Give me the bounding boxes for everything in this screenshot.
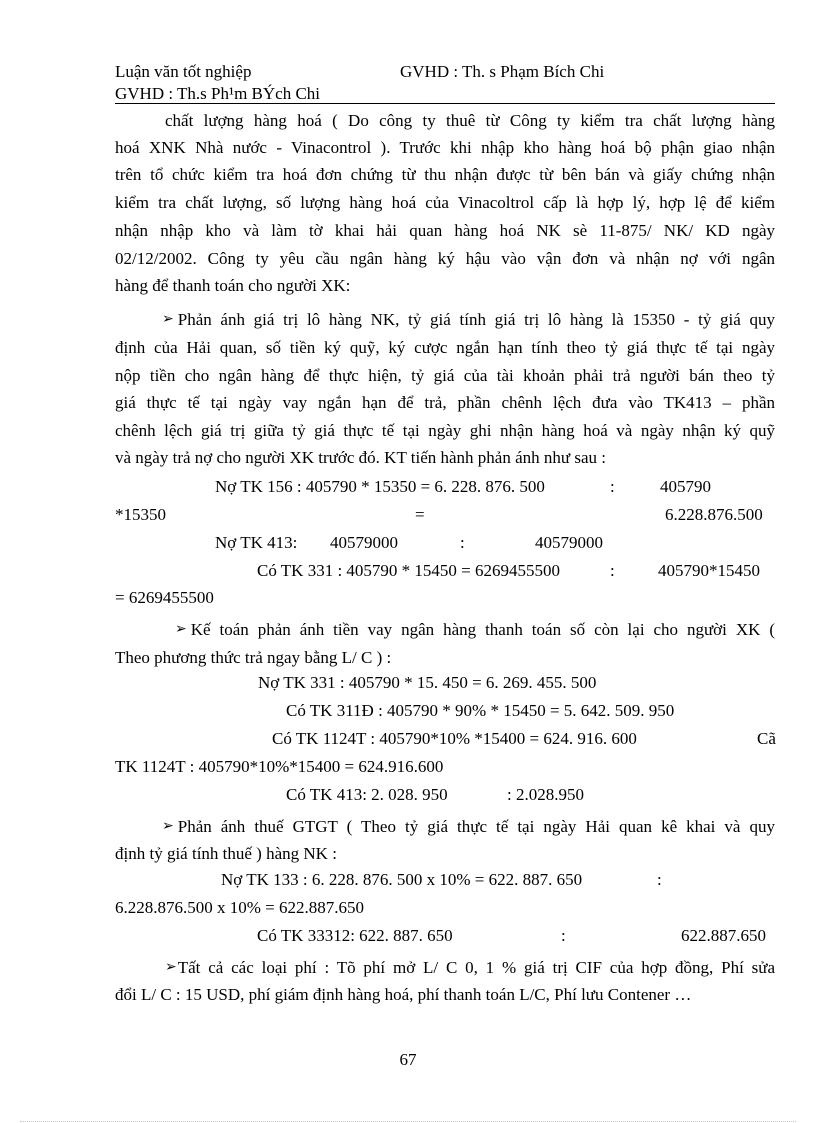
entry-value: = 6269455500 [115, 588, 214, 607]
entry-value: 622.887.650 [681, 926, 766, 945]
body-line: đổi L/ C : 15 USD, phí giám định hàng hoá, phí thanh toán L/C, Phí lưu Contener … [115, 985, 692, 1004]
header-supervisor: GVHD : Th. s Phạm Bích Chi [400, 62, 605, 81]
entry-credit-331: Có TK 331 : 405790 * 15450 = 6269455500 [257, 561, 561, 580]
entry-value: 405790*15450 [658, 561, 760, 580]
body-line: Tất cả các loại phí : Tõ phí mở L/ C 0, 1 % giá trị CIF của hợp đồng, Phí sửa [177, 958, 775, 977]
body-line: và ngày trả nợ cho người XK trước đó. KT tiến hành phản ánh như sau : [115, 448, 606, 467]
entry-separator: : [460, 533, 465, 552]
entry-value: : 2.028.950 [507, 785, 584, 804]
entry-separator: : [657, 870, 662, 889]
entry-debit-156: Nợ TK 156 : 405790 * 15350 = 6. 228. 876. 500 [215, 477, 545, 496]
body-line: định của Hải quan, số tiền ký quỹ, ký cược ngắn hạn tính theo tỷ giá thực tế tại ngày [115, 338, 775, 357]
entry-debit-133: Nợ TK 133 : 6. 228. 876. 500 x 10% = 622. 887. 650 [221, 870, 583, 889]
bullet-arrow-icon: ➢ [162, 819, 174, 834]
body-line: hoá XNK Nhà nước - Vinacontrol ). Trước khi nhập kho hàng hoá bộ phận giao nhận [115, 138, 775, 157]
entry-separator: : [561, 926, 566, 945]
bullet-line [162, 306, 775, 333]
entry-value: 40579000 [330, 533, 398, 552]
entry-debit-413: Nợ TK 413: [215, 533, 298, 552]
entry-value: 6.228.876.500 x 10% = 622.887.650 [115, 898, 364, 917]
body-line: nộp tiền cho ngân hàng để thực hiện, tỷ giá của tài khoản phải trả người bán theo tỷ [115, 366, 775, 385]
entry-separator: : [610, 561, 615, 580]
body-line: định tỷ giá tính thuế ) hàng NK : [115, 844, 337, 863]
body-line: nhận nhập kho và làm tờ khai hải quan hàng hoá NK sè 11-875/ NK/ KD ngày [115, 221, 775, 240]
body-line: kiểm tra chất lượng, số lượng hàng hoá của Vinacoltrol cấp là hợp lý, hợp lệ để kiểm [115, 193, 775, 212]
entry-equals: = [415, 505, 425, 524]
body-line: 02/12/2002. Công ty yêu cầu ngân hàng ký hậu vào vận đơn và nhận nợ với ngân [115, 249, 775, 268]
page-number: 67 [399, 1050, 417, 1069]
entry-credit-1124: Có TK 1124T : 405790*10% *15400 = 624. 916. 600 [272, 729, 637, 748]
entry-garbled-text: Cã [757, 729, 776, 748]
entry-credit-311: Có TK 311Đ : 405790 * 90% * 15450 = 5. 642. 509. 950 [286, 701, 675, 720]
entry-separator: : [610, 477, 615, 496]
bullet-line [175, 616, 775, 643]
body-line: Phản ánh giá trị lô hàng NK, tỷ giá tính giá trị lô hàng là 15350 - tỷ giá quy [177, 310, 775, 329]
body-line: hàng để thanh toán cho người XK: [115, 276, 351, 295]
body-line: Theo phương thức trả ngay bằng L/ C ) : [115, 648, 392, 667]
entry-debit-331: Nợ TK 331 : 405790 * 15. 450 = 6. 269. 455. 500 [258, 673, 597, 692]
header-supervisor-garbled: GVHD : Th.s Ph¹m BÝch Chi [115, 84, 321, 103]
header-rule [115, 103, 775, 104]
body-line: chất lượng hàng hoá ( Do công ty thuê từ Công ty kiểm tra chất lượng hàng [165, 111, 775, 130]
entry-credit-1124-repeat: TK 1124T : 405790*10%*15400 = 624.916.600 [115, 757, 444, 776]
body-line: giá thực tế tại ngày vay ngắn hạn để trả, phần chênh lệch đưa vào TK413 – phần [115, 393, 775, 412]
bullet-line [162, 813, 775, 840]
bullet-arrow-icon: ➢ [165, 960, 177, 975]
bullet-arrow-icon: ➢ [162, 312, 174, 327]
body-line: trên tổ chức kiểm tra hoá đơn chứng từ thu nhận được từ bên bán và giấy chứng nhận [115, 165, 775, 184]
entry-value: 40579000 [535, 533, 603, 552]
entry-credit-413: Có TK 413: 2. 028. 950 [286, 785, 448, 804]
entry-value: 6.228.876.500 [665, 505, 763, 524]
header-title: Luận văn tốt nghiệp [115, 62, 252, 81]
body-line: Phản ánh thuế GTGT ( Theo tỷ giá thực tế tại ngày Hải quan kê khai và quy [177, 817, 775, 836]
body-line: Kế toán phản ánh tiền vay ngân hàng thanh toán số còn lại cho người XK ( [190, 620, 775, 639]
page-bottom-divider [20, 1121, 796, 1122]
entry-credit-33312: Có TK 33312: 622. 887. 650 [257, 926, 453, 945]
body-line: chênh lệch giá trị giữa tỷ giá thực tế tại ngày ghi nhận hàng hoá và ngày nhận ký quỹ [115, 421, 775, 440]
bullet-line [165, 954, 775, 981]
bullet-arrow-icon: ➢ [175, 622, 187, 637]
entry-value: *15350 [115, 505, 166, 524]
entry-value: 405790 [660, 477, 711, 496]
